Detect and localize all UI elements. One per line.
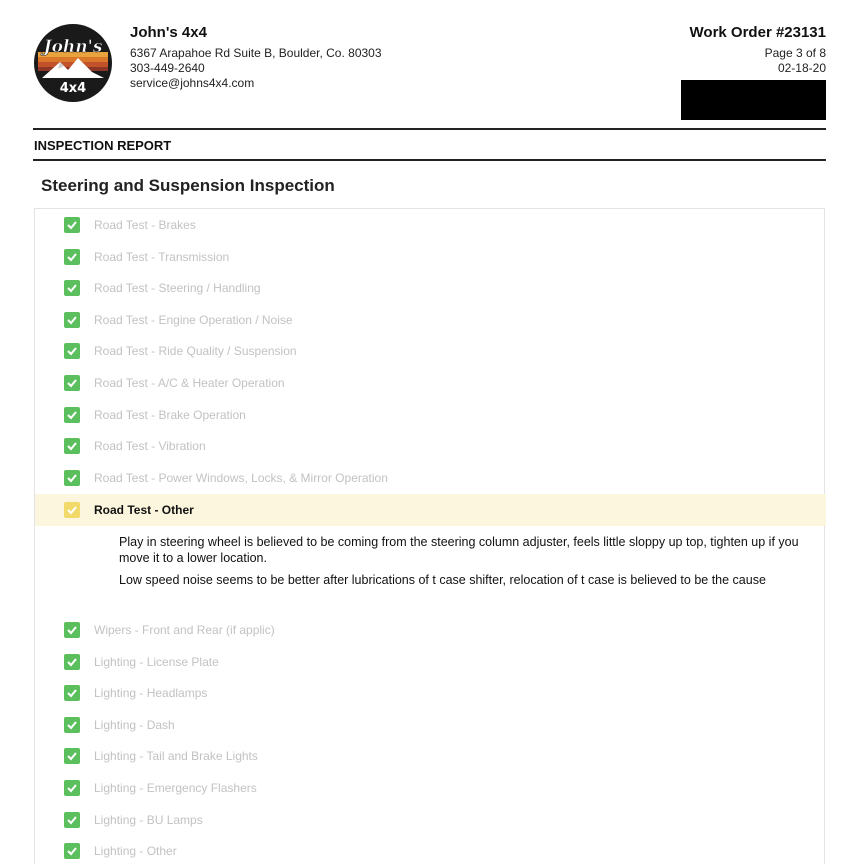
check-icon	[64, 407, 80, 423]
check-icon	[64, 375, 80, 391]
company-phone: 303-449-2640	[130, 61, 205, 75]
check-icon	[64, 843, 80, 859]
work-order-date: 02-18-20	[777, 61, 826, 75]
check-icon	[64, 685, 80, 701]
inspection-item-label: Lighting - BU Lamps	[94, 812, 203, 827]
inspection-item	[35, 804, 826, 836]
check-icon	[64, 622, 80, 638]
check-icon	[64, 249, 80, 265]
redacted-block	[681, 80, 826, 120]
technician-notes	[119, 534, 809, 594]
inspection-item-label: Road Test - Engine Operation / Noise	[94, 312, 293, 327]
check-icon	[64, 470, 80, 486]
inspection-item	[35, 677, 826, 709]
inspection-item	[35, 835, 826, 867]
inspection-item	[35, 209, 826, 241]
inspection-item	[35, 430, 826, 462]
inspection-item-label: Road Test - Transmission	[94, 249, 230, 264]
page-number: Page 3 of 8	[764, 46, 826, 60]
report-label: INSPECTION REPORT	[34, 138, 172, 153]
company-info	[130, 24, 382, 91]
inspection-item-label: Road Test - Ride Quality / Suspension	[94, 344, 297, 359]
inspection-item	[35, 646, 826, 678]
check-icon	[64, 748, 80, 764]
header-divider	[33, 128, 826, 130]
inspection-item	[35, 740, 826, 772]
inspection-item	[35, 335, 826, 367]
note-text: Play in steering wheel is believed to be coming from the steering column adjuster, feels little sloppy up top, tighten up if you move it to a lower location.	[119, 535, 799, 565]
inspection-list	[34, 208, 825, 864]
inspection-item-label: Road Test - Power Windows, Locks, & Mirror Operation	[94, 470, 388, 485]
attention-item-label: Road Test - Other	[94, 503, 194, 517]
report-header	[0, 0, 864, 128]
svg-text:John's: John's	[43, 37, 103, 57]
inspection-item-label: Road Test - A/C & Heater Operation	[94, 376, 285, 390]
inspection-item	[35, 462, 826, 494]
section-title: Steering and Suspension Inspection	[41, 176, 335, 195]
company-address: 6367 Arapahoe Rd Suite B, Boulder, Co. 80303	[130, 46, 382, 60]
company-logo	[32, 22, 114, 104]
check-icon	[64, 343, 80, 359]
company-name: John's 4x4	[130, 24, 207, 41]
check-icon	[64, 312, 80, 328]
check-icon	[64, 280, 80, 296]
inspection-item	[35, 709, 826, 741]
inspection-item	[35, 772, 826, 804]
inspection-item	[35, 241, 826, 273]
check-icon	[64, 812, 80, 828]
inspection-item-label: Lighting - Tail and Brake Lights	[94, 749, 258, 764]
inspection-item-label: Lighting - Emergency Flashers	[94, 781, 257, 795]
check-icon	[64, 654, 80, 670]
work-order-title: Work Order #23131	[689, 24, 826, 41]
inspection-item-label: Road Test - Steering / Handling	[94, 281, 261, 296]
inspection-item	[35, 614, 826, 646]
inspection-item-label: Lighting - License Plate	[94, 654, 219, 669]
check-icon	[64, 717, 80, 733]
inspection-item-label: Road Test - Brake Operation	[94, 407, 246, 422]
inspection-item	[35, 304, 826, 336]
company-email: service@johns4x4.com	[130, 76, 255, 90]
inspection-item-label: Lighting - Dash	[94, 717, 175, 732]
inspection-item	[35, 272, 826, 304]
check-icon	[64, 217, 80, 233]
check-icon	[64, 780, 80, 796]
check-icon	[64, 438, 80, 454]
attention-item-row	[35, 494, 826, 526]
inspection-item	[35, 399, 826, 431]
inspection-item-label: Road Test - Brakes	[94, 218, 196, 232]
svg-text:4x4: 4x4	[59, 81, 87, 96]
attention-check-icon	[64, 502, 80, 518]
work-order-info	[690, 24, 826, 76]
inspection-item-label: Road Test - Vibration	[94, 439, 206, 454]
report-divider	[33, 159, 826, 161]
inspection-item-label: Wipers - Front and Rear (if applic)	[94, 623, 275, 637]
note-text: Low speed noise seems to be better after lubrications of t case shifter, relocation of t case is believed to be the cause	[119, 573, 766, 587]
inspection-item	[35, 367, 826, 399]
inspection-item-label: Lighting - Headlamps	[94, 686, 208, 701]
inspection-item-label: Lighting - Other	[94, 844, 177, 859]
